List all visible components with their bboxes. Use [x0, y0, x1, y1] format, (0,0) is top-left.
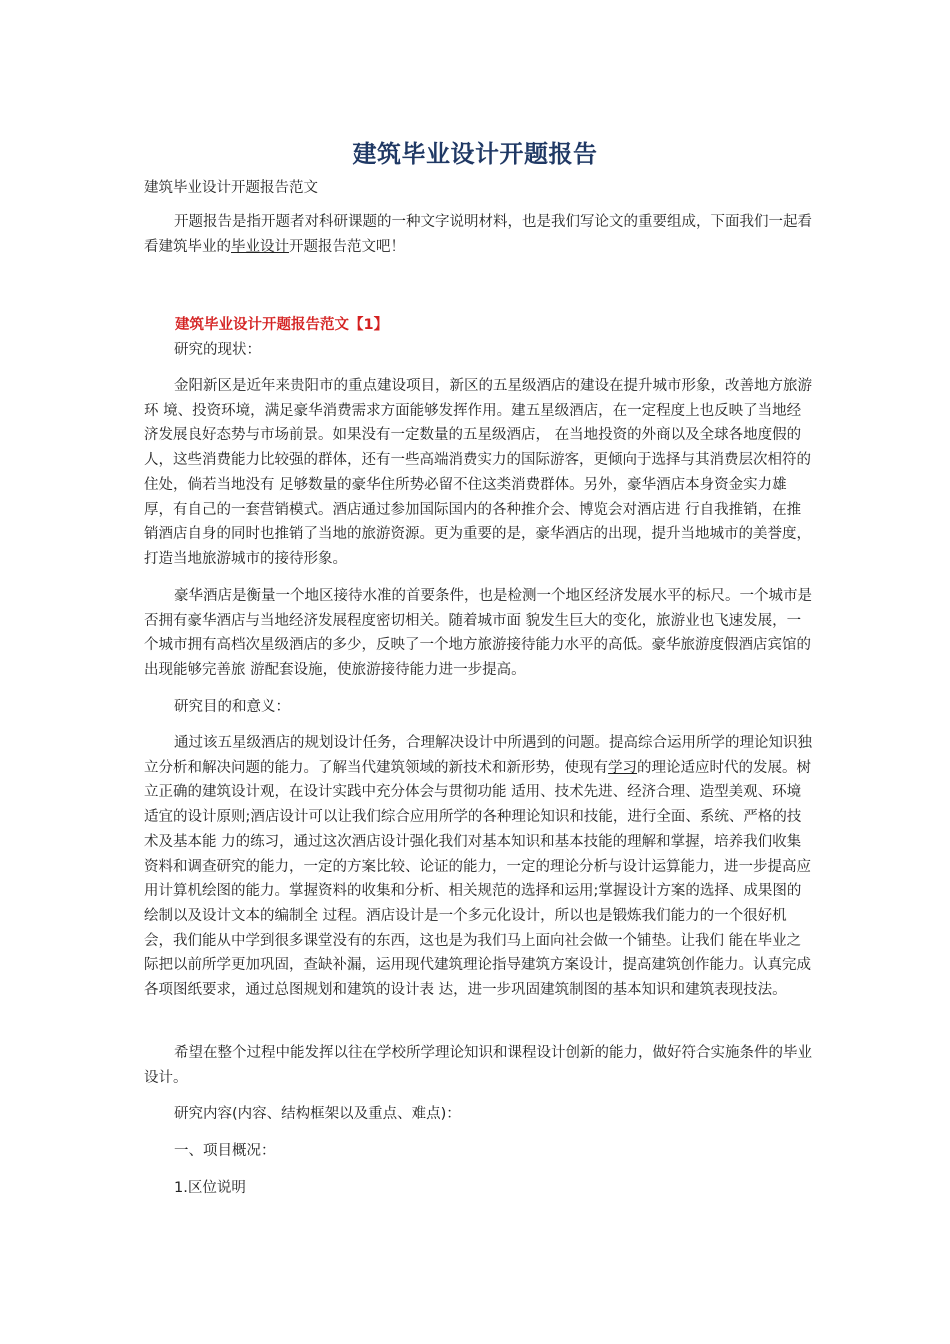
- intro-text-end: 开题报告范文吧！: [289, 238, 405, 255]
- graduation-design-link[interactable]: 毕业设计: [231, 238, 289, 255]
- section-heading: 建筑毕业设计开题报告范文【1】: [175, 317, 389, 333]
- purpose-label: 研究目的和意义：: [174, 699, 290, 715]
- content-label: 研究内容(内容、结构框架以及重点、难点)：: [174, 1106, 461, 1122]
- purpose-text-end: 的理论适应时代的发展。树立正确的建筑设计观，在设计实践中充分体会与贯彻功能 适用、技术先进、经济合理、造型美观、环境适宜的设计原则;酒店设计可以让我们综合应用所学的各种理论知识和技能，进行全面、系统、严格的技术及基本能 力的练习，通过这次酒店设计强化我们对基本知识和基本技能的理解和掌握，培养我们收集资料和调查研究的能力，一定的方案比较、论证的能力，一定的理论分析与设计运算能力，进一步提高应用计算机绘图的能力。掌握资料的收集和分析、相关规范的选择和运用;掌握设计方案的选择、成果图的绘制以及设计文本的编制全 过程。酒店设计是一个多元化设计，所以也是锻炼我们能力的一个很好机会，我们能从中学到很多课堂没有的东西，这也是为我们马上面向社会做一个铺垫。让我们 能在毕业之际把以前所学更加巩固，查缺补漏，运用现代建筑理论指导建筑方案设计，提高建筑创作能力。认真完成各项图纸要求，通过总图规划和建筑的设计表 达，进一步巩固建筑制图的基本知识和建筑表现技法。: [144, 759, 811, 999]
- paragraph-status: 金阳新区是近年来贵阳市的重点建设项目，新区的五星级酒店的建设在提升城市形象，改善地方旅游环 境、投资环境，满足豪华消费需求方面能够发挥作用。建五星级酒店，在一定程度上也反映了当地经济发展良好态势与市场前景。如果没有一定数量的五星级酒店， 在当地投资的外商以及全球各地度假的人，这些消费能力比较强的群体，还有一些高端消费实力的国际游客，更倾向于选择与其消费层次相符的住处，倘若当地没有 足够数量的豪华住所势必留不住这类消费群体。另外，豪华酒店本身资金实力雄厚，有自己的一套营销模式。酒店通过参加国际国内的各种推介会、博览会对酒店进 行自我推销，在推销酒店自身的同时也推销了当地的旅游资源。更为重要的是，豪华酒店的出现，提升当地城市的美誉度，打造当地旅游城市的接待形象。: [144, 378, 812, 567]
- document-subtitle: 建筑毕业设计开题报告范文: [144, 180, 318, 196]
- section-item-project-overview: 一、项目概况：: [174, 1143, 276, 1159]
- purpose-text: 通过该五星级酒店的规划设计任务，合理解决设计中所遇到的问题。提高综合运用所学的理论知识独 立分析和解决问题的能力。了解当代建筑领域的新技术和新形势，使现有: [144, 735, 812, 776]
- study-link[interactable]: 学习: [608, 759, 637, 776]
- document-title: 建筑毕业设计开题报告: [352, 140, 598, 168]
- intro-text: 开题报告是指开题者对科研课题的一种文字说明材料，也是我们写论文的重要组成，下面我们一起看看建筑毕业的: [144, 214, 812, 255]
- status-label: 研究的现状：: [174, 342, 261, 358]
- paragraph-purpose: [144, 731, 812, 1003]
- section-item-location: 1.区位说明: [174, 1180, 246, 1196]
- paragraph-hope: 希望在整个过程中能发挥以往在学校所学理论知识和课程设计创新的能力，做好符合实施条件的毕业设计。: [144, 1045, 812, 1086]
- paragraph-luxury-hotel: 豪华酒店是衡量一个地区接待水准的首要条件，也是检测一个地区经济发展水平的标尺。一个城市是否拥有豪华酒店与当地经济发展程度密切相关。随着城市面 貌发生巨大的变化，旅游业也飞速发展，一个城市拥有高档次星级酒店的多少，反映了一个地方旅游接待能力水平的高低。豪华旅游度假酒店宾馆的出现能够完善旅 游配套设施，使旅游接待能力进一步提高。: [144, 588, 812, 679]
- intro-paragraph: [144, 210, 812, 259]
